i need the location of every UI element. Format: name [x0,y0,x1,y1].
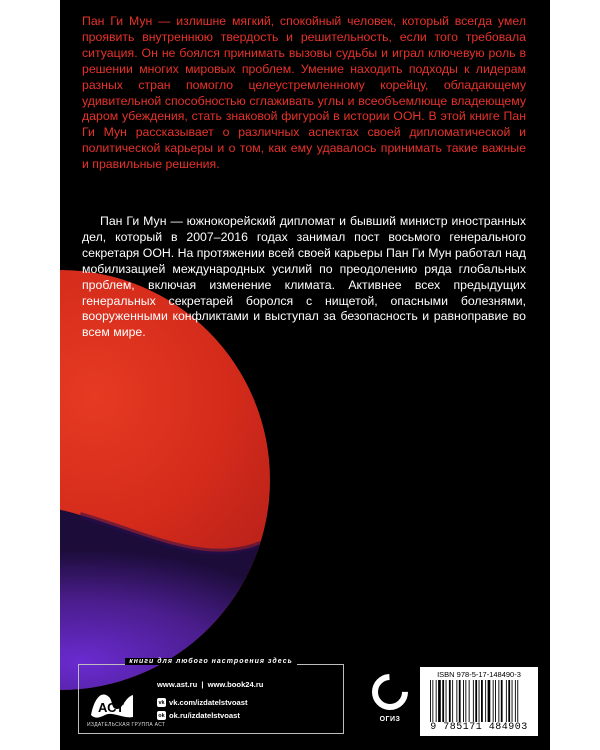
link-book24[interactable]: www.book24.ru [207,680,264,689]
website-links [157,680,263,689]
social-vk[interactable] [157,698,248,707]
link-vk[interactable]: vk.com/izdatelstvoast [169,698,248,707]
link-separator: | [201,680,204,689]
vk-icon: vk [158,699,165,706]
barcode-icon [428,680,532,724]
publisher-tagline: книги для любого настроения здесь [79,658,343,665]
ok-icon: ok [158,712,165,719]
social-ok[interactable] [157,711,240,720]
author-bio-text: Пан Ги Мун — южнокорейский дипломат и бывший министр иностранных дел, который в 2007–2016 годах занимал пост восьмого генерального секретаря ООН. На протяжении всей своей карьеры Пан Ги Мун работал над мобилизацией международных усилий по преодолению ряда глобальных проблем, включая изменение климата. Активнее всех предыдущих генеральных секретарей боролся с нищетой, опасными болезнями, вооруженными конфликтами и выступал за безопасность и равноправие во всем мире. [82,214,526,340]
barcode-digits: 9 785171 484903 [430,722,528,733]
link-ast[interactable]: www.ast.ru [157,680,198,689]
book-back-cover [60,0,550,750]
ogiz-logo-icon [370,672,410,712]
blurb-text: Пан Ги Мун — излишне мягкий, спокойный человек, который всегда умел проявить внутреннюю твердость и решительность, если того требовала ситуация. Он не боялся принимать вызовы судьбы и играл ключевую роль в решении многих мировых проблем. Умение находить подходы к лидерам разных стран помогло целеустремленному корейцу, обладающему удивительной способностью сглаживать углы и всеобъемлюще владеющему даром убеждения, стать знаковой фигурой в истории ООН. В этой книге Пан Ги Мун рассказывает о различных аспектах своей дипломатической и политической карьеры и о том, как ему удавалось принимать такие важные и правильные решения. [82,14,526,172]
publisher-caption: ИЗДАТЕЛЬСКАЯ ГРУППА АСТ [87,722,166,728]
ast-logo-icon [89,687,135,721]
publisher-footer [78,658,344,734]
svg-text:АСТ: АСТ [98,700,125,715]
isbn-barcode [420,667,538,736]
isbn-label: ISBN 978-5-17-148490-3 [437,670,521,679]
link-ok[interactable]: ok.ru/izdatelstvoast [169,711,240,720]
imprint-name: ОГИЗ [379,716,401,723]
